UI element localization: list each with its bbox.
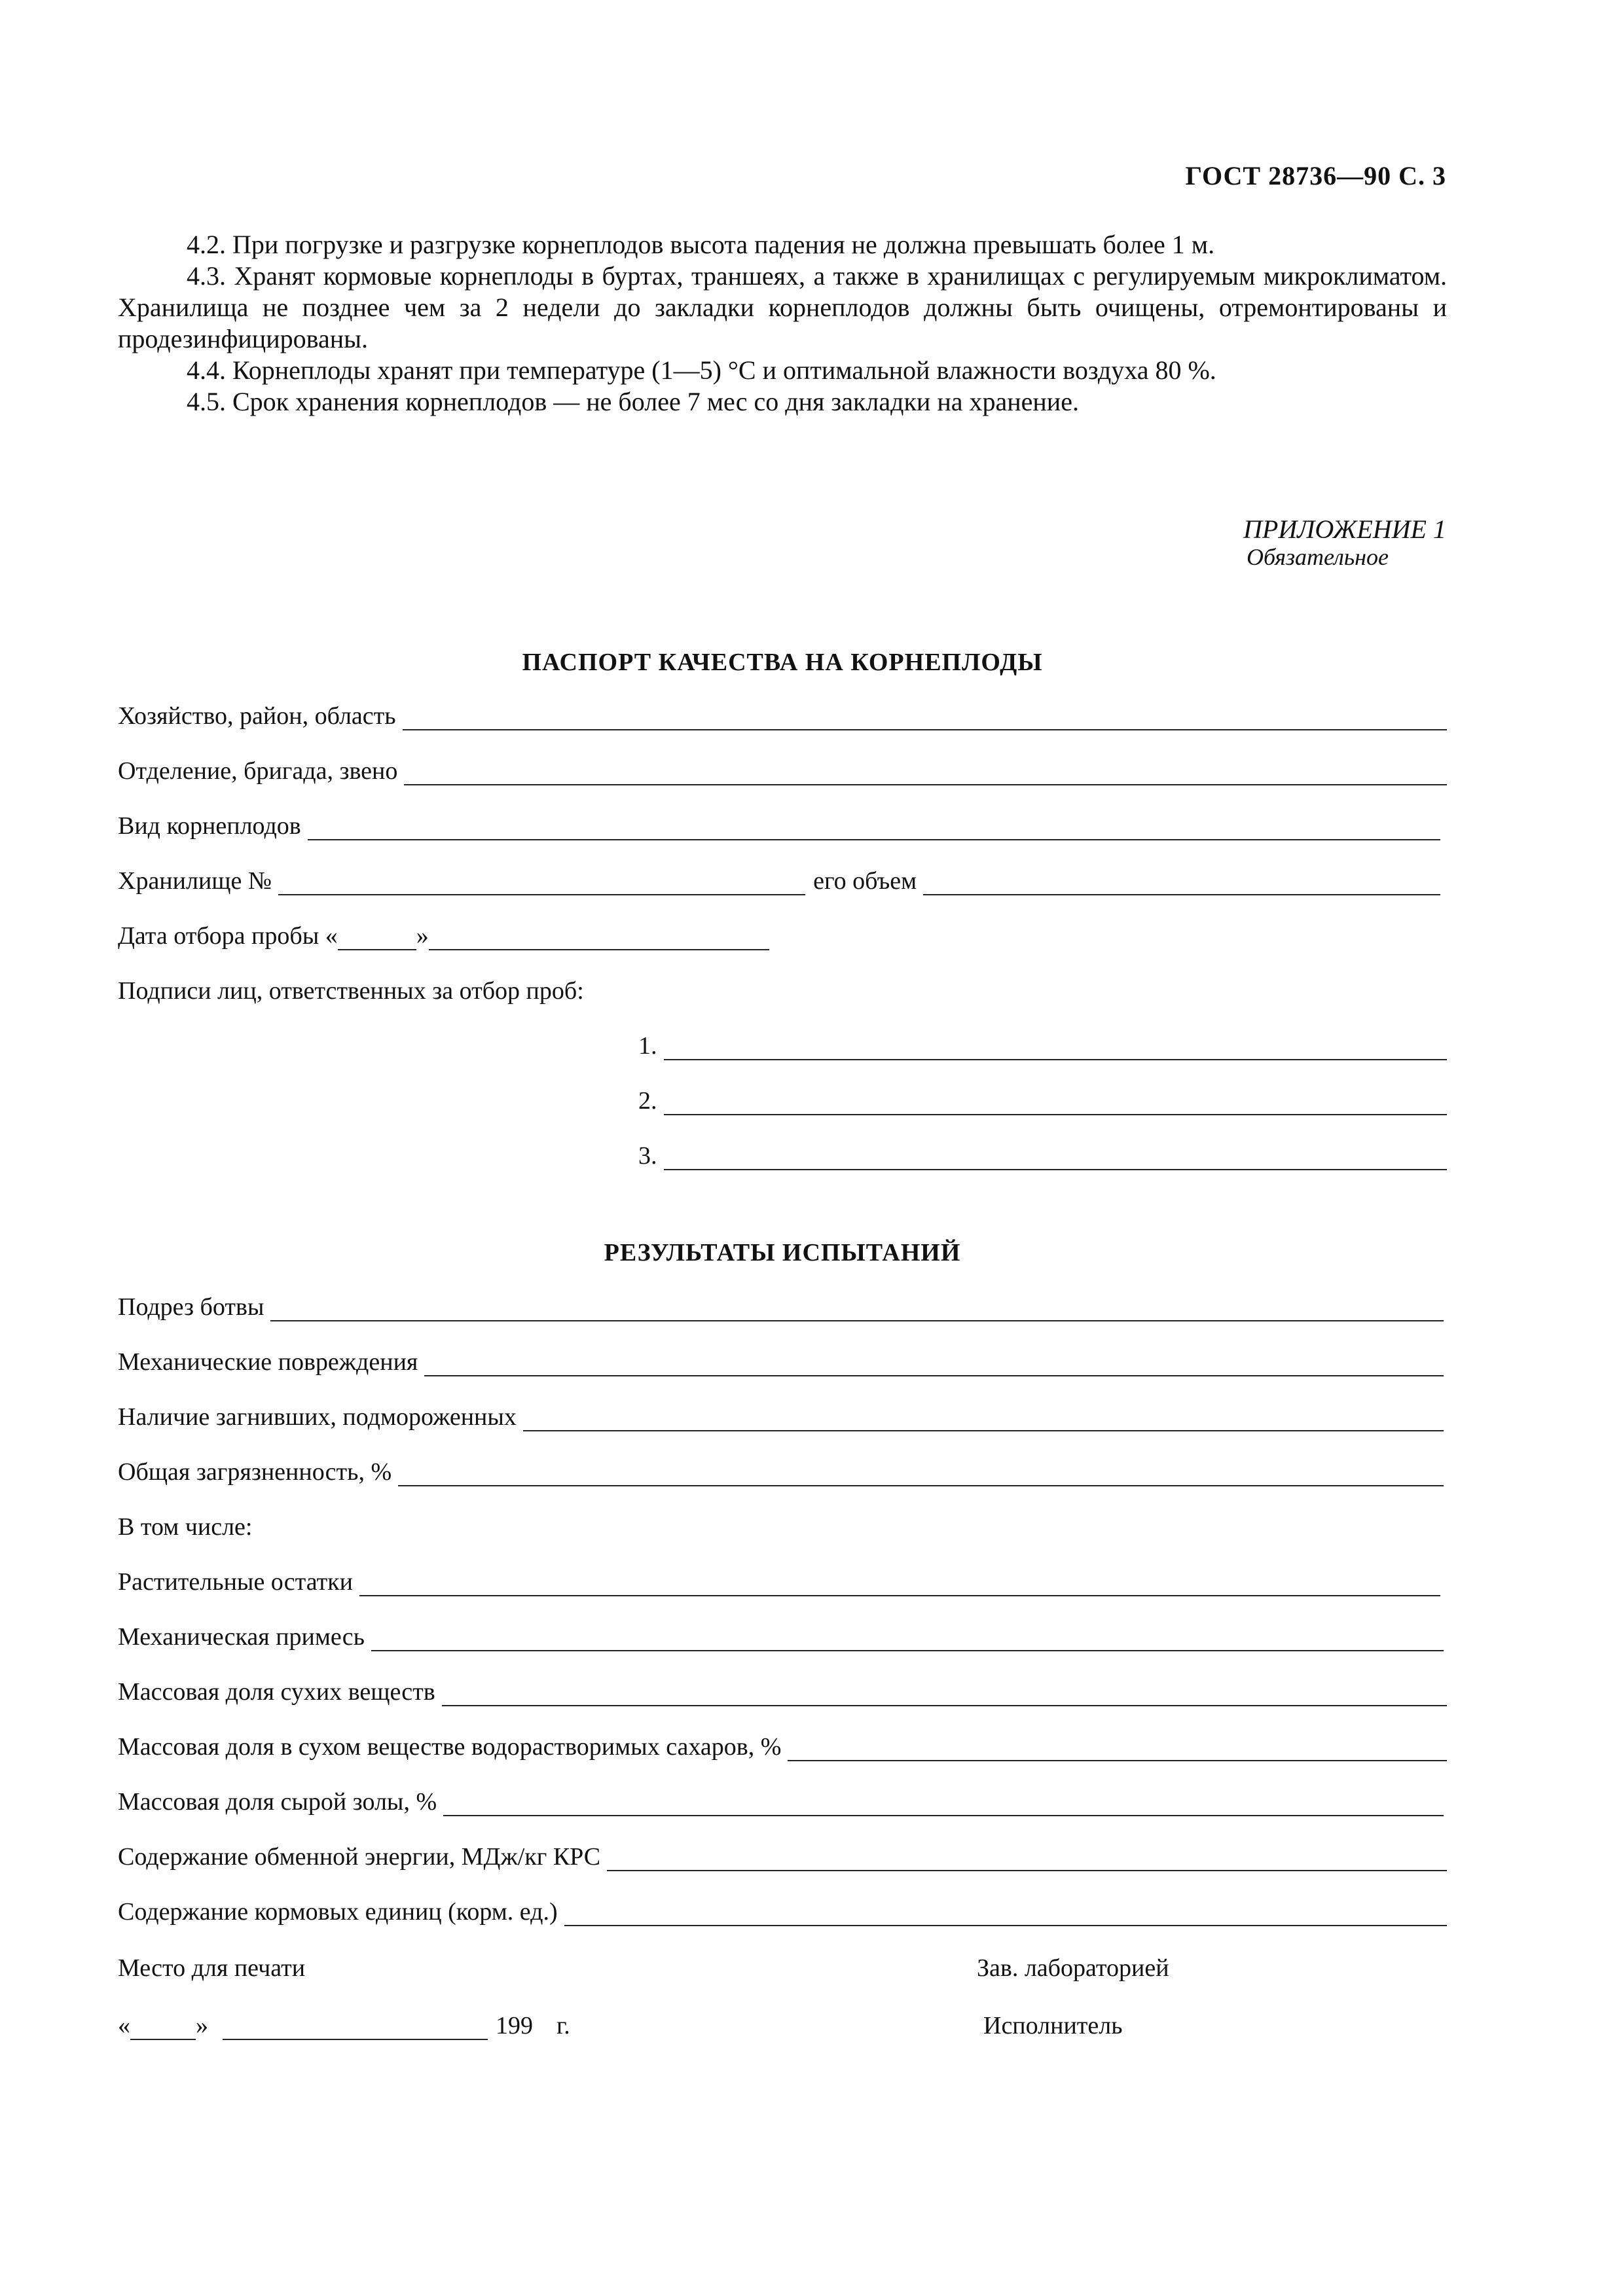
footer-day-blank[interactable] — [130, 2019, 196, 2040]
footer-date-field — [118, 2011, 570, 2040]
results-field-label: Массовая доля в сухом веществе водорастворимых сахаров, % — [118, 1733, 782, 1761]
clause-text: Корнеплоды хранят при температуре (1—5) °С и оптимальной влажности воздуха 80 %. — [232, 355, 1216, 385]
footer-date-close: » — [196, 2012, 208, 2039]
results-field-blank[interactable] — [270, 1300, 1444, 1321]
signature-blank[interactable] — [664, 1094, 1448, 1115]
appendix-title: ПРИЛОЖЕНИЕ 1 — [1243, 514, 1446, 544]
clause-text: При погрузке и разгрузке корнеплодов высота падения не должна превышать более 1 м. — [232, 230, 1215, 259]
results-field-label: Массовая доля сырой золы, % — [118, 1788, 437, 1816]
storage-label: Хранилище № — [118, 867, 272, 895]
clause-text: Срок хранения корнеплодов — не более 7 мес со дня закладки на хранение. — [232, 387, 1079, 416]
results-field — [118, 1842, 1447, 1871]
date-quote-close: » — [416, 922, 429, 950]
results-field-blank[interactable] — [442, 1685, 1447, 1706]
date-field — [118, 922, 769, 950]
farm-field — [118, 702, 1447, 730]
results-field-blank[interactable] — [564, 1905, 1447, 1926]
footer-date-open: « — [118, 2012, 130, 2039]
results-field-blank[interactable] — [523, 1410, 1444, 1431]
clause-4-3 — [118, 260, 1447, 355]
results-field-label: Содержание кормовых единиц (корм. ед.) — [118, 1898, 558, 1926]
in-total-heading — [118, 1513, 252, 1541]
performer-label: Исполнитель — [983, 2012, 1123, 2039]
clause-4-4 — [118, 355, 1447, 386]
date-label: Дата отбора пробы « — [118, 922, 338, 950]
results-field-label: Массовая доля сухих веществ — [118, 1678, 435, 1706]
results-field — [118, 1293, 1444, 1321]
results-field-label: Содержание обменной энергии, МДж/кг КРС — [118, 1843, 601, 1871]
division-field — [118, 757, 1447, 785]
results-field-blank[interactable] — [424, 1355, 1444, 1376]
results-field-label: Растительные остатки — [118, 1568, 353, 1596]
results-field-blank[interactable] — [788, 1740, 1447, 1761]
division-blank[interactable] — [404, 764, 1447, 785]
results-field — [118, 1897, 1447, 1926]
results-field-blank[interactable] — [607, 1850, 1447, 1871]
results-field — [118, 1403, 1444, 1431]
results-field-blank[interactable] — [443, 1795, 1444, 1816]
signature-number: 1. — [638, 1032, 657, 1060]
signatures-heading — [118, 977, 584, 1005]
volume-label: его объем — [813, 867, 917, 895]
results-field — [118, 1623, 1444, 1651]
type-blank[interactable] — [308, 819, 1440, 840]
clause-4-2 — [118, 229, 1447, 260]
clause-4-5 — [118, 386, 1447, 418]
results-field-label: Механическая примесь — [118, 1623, 365, 1651]
storage-field — [118, 867, 1440, 895]
clause-text: Хранят кормовые корнеплоды в буртах, траншеях, а также в хранилищах с регулируемым микроклиматом. Хранилища не позднее чем за 2 недели до закладки корнеплодов должны быть очищены, отремонтированы и продезинфицированы. — [118, 261, 1448, 353]
signature-line-1 — [638, 1031, 1447, 1060]
type-field — [118, 812, 1440, 840]
division-label: Отделение, бригада, звено — [118, 757, 398, 785]
date-day-blank[interactable] — [338, 929, 416, 950]
stamp-place: Место для печати — [118, 1954, 306, 1982]
results-field-label: Общая загрязненность, % — [118, 1458, 392, 1486]
passport-title: ПАСПОРТ КАЧЕСТВА НА КОРНЕПЛОДЫ — [522, 649, 1043, 676]
results-field-label: Подрез ботвы — [118, 1293, 264, 1321]
results-field-label: Механические повреждения — [118, 1348, 418, 1376]
clause-number: 4.2. — [187, 230, 226, 259]
farm-blank[interactable] — [403, 709, 1447, 730]
signatures-label: Подписи лиц, ответственных за отбор проб: — [118, 977, 584, 1005]
results-field-blank[interactable] — [398, 1465, 1444, 1486]
results-field — [118, 1568, 1440, 1596]
volume-blank[interactable] — [923, 874, 1440, 895]
signature-blank[interactable] — [664, 1149, 1448, 1170]
clause-number: 4.5. — [187, 387, 226, 416]
clause-number: 4.3. — [187, 261, 226, 291]
results-title: РЕЗУЛЬТАТЫ ИСПЫТАНИЙ — [604, 1239, 961, 1266]
type-label: Вид корнеплодов — [118, 812, 301, 840]
appendix-status: Обязательное — [1247, 544, 1389, 570]
storage-number-blank[interactable] — [278, 874, 805, 895]
results-field — [118, 1348, 1444, 1376]
results-field — [118, 1732, 1447, 1761]
footer-month-blank[interactable] — [223, 2019, 488, 2040]
signature-line-3 — [638, 1141, 1447, 1170]
date-month-blank[interactable] — [429, 929, 769, 950]
lab-head-label: Зав. лабораторией — [977, 1954, 1169, 1982]
results-field — [118, 1787, 1444, 1816]
signature-number: 3. — [638, 1142, 657, 1170]
in-total-label: В том числе: — [118, 1513, 253, 1541]
results-field-label: Наличие загнивших, подмороженных — [118, 1403, 517, 1431]
results-field — [118, 1458, 1444, 1486]
footer-year: 199 — [496, 2012, 533, 2039]
signature-number: 2. — [638, 1087, 657, 1115]
results-field — [118, 1677, 1447, 1706]
signature-line-2 — [638, 1086, 1447, 1115]
signature-blank[interactable] — [664, 1039, 1448, 1060]
clause-number: 4.4. — [187, 355, 226, 385]
farm-label: Хозяйство, район, область — [118, 702, 396, 730]
footer-year-suffix: г. — [556, 2012, 570, 2039]
document-header: ГОСТ 28736—90 С. 3 — [1185, 161, 1446, 190]
results-field-blank[interactable] — [371, 1630, 1444, 1651]
results-field-blank[interactable] — [359, 1575, 1440, 1596]
